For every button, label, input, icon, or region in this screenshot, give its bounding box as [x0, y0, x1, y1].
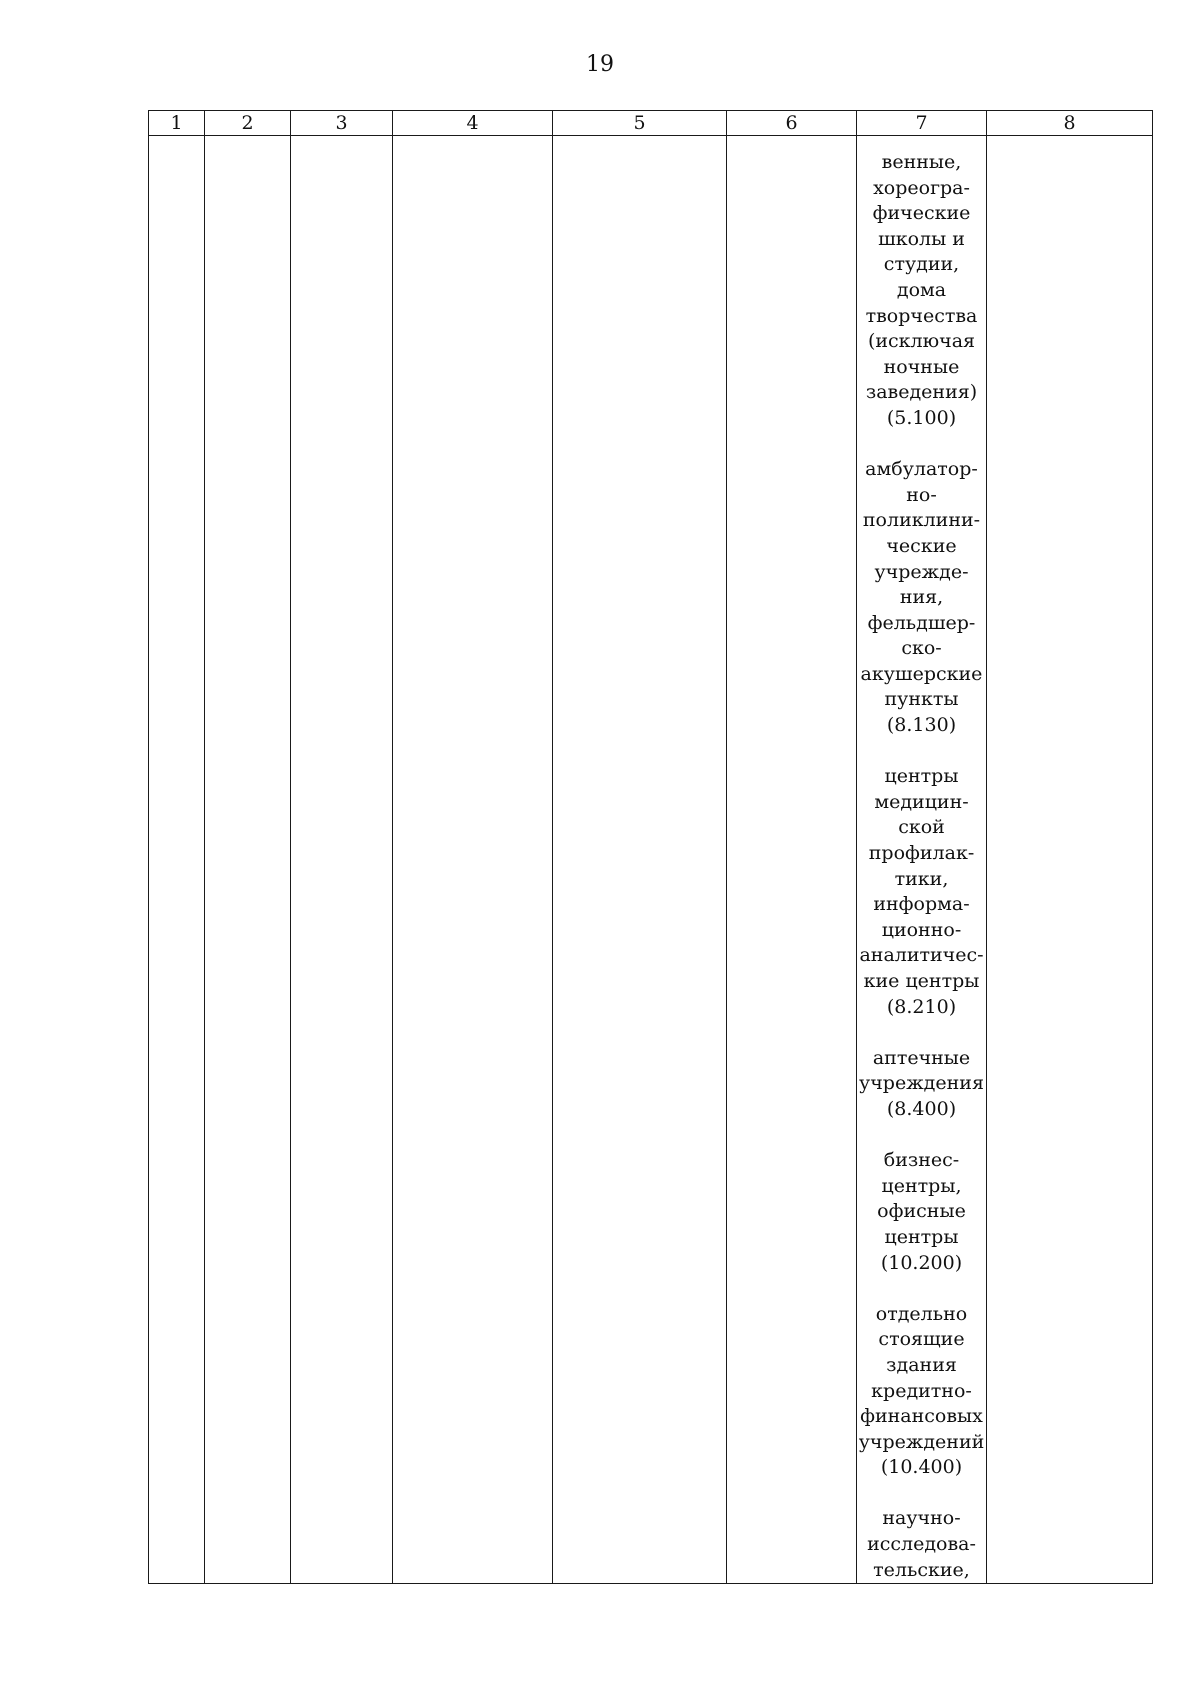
entry-text-line: центры,	[881, 1174, 962, 1197]
entry-text-line: учреждения	[859, 1072, 984, 1095]
entry-text-line: дома	[896, 278, 947, 301]
entry-text-line: (исключая	[867, 330, 976, 353]
column-header-5: 5	[553, 111, 727, 136]
entry-text-line: кие центры	[863, 970, 980, 992]
column-header-4: 4	[393, 111, 553, 136]
entry-text-line: научно-	[882, 1507, 961, 1530]
table-cell-col-7	[857, 136, 987, 1584]
column-header-1: 1	[149, 111, 205, 136]
entry-text-line: ционно-	[881, 918, 962, 941]
entry-text-line: (10.200)	[880, 1251, 963, 1274]
entry-text-line: тельские,	[873, 1558, 970, 1581]
entry-text-line: амбулатор-	[865, 458, 978, 481]
entry-text-line: ской	[898, 816, 945, 839]
object-type-entry	[857, 1302, 986, 1481]
entry-text-line: заведения)	[865, 381, 978, 404]
entry-text-line: исследова-	[867, 1533, 976, 1556]
table-cell-col-1	[149, 136, 205, 1584]
entry-text-line: (8.400)	[886, 1097, 957, 1120]
entry-text-line: бизнес-	[883, 1149, 960, 1172]
entry-text-line: но-	[906, 483, 937, 506]
page-number: 19	[586, 52, 614, 77]
entry-text-line: (10.400)	[880, 1456, 963, 1479]
entry-text-line: информа-	[873, 893, 970, 916]
document-table	[148, 110, 1153, 1584]
object-type-entry	[857, 764, 986, 1020]
table-cell-col-5	[553, 136, 727, 1584]
entry-text-line: (8.130)	[886, 714, 957, 737]
entry-text-line: здания	[886, 1353, 957, 1376]
entry-text-line: учрежде-	[874, 560, 969, 583]
entry-text-line: фельдшер-	[867, 611, 976, 634]
object-type-entry	[857, 457, 986, 739]
entry-text-line: творчества	[865, 304, 978, 327]
header-row	[149, 111, 1153, 136]
object-type-entry	[857, 1148, 986, 1276]
entry-text-line: (8.210)	[886, 995, 957, 1018]
object-type-entry	[857, 150, 986, 432]
entry-text-line: фические	[872, 202, 971, 225]
entry-text-line: финансовых	[860, 1405, 983, 1428]
table-row	[149, 136, 1153, 1584]
table-cell-col-6	[727, 136, 857, 1584]
object-type-entry	[857, 1046, 986, 1123]
entry-text-line: венные,	[881, 151, 962, 173]
entry-text-line: школы и	[878, 227, 965, 250]
entry-text-line: ческие	[886, 534, 957, 557]
object-type-entry	[857, 1506, 986, 1583]
column-header-2: 2	[205, 111, 291, 136]
entry-text-line: акушерские	[860, 662, 983, 685]
entry-text-line: ния,	[899, 586, 944, 609]
entry-text-line: ночные	[883, 355, 960, 378]
entry-text-line: стоящие	[878, 1328, 965, 1351]
entry-text-line: отдельно	[875, 1302, 968, 1325]
table-cell-col-8	[987, 136, 1153, 1584]
entry-text-line: поликлини-	[862, 509, 981, 532]
entry-text-line: (5.100)	[886, 406, 957, 429]
entry-text-line: центры	[884, 1225, 959, 1248]
column-header-7: 7	[857, 111, 987, 136]
column-header-8: 8	[987, 111, 1153, 136]
column-header-6: 6	[727, 111, 857, 136]
entry-text-line: аптечные	[872, 1046, 971, 1069]
entry-text-line: медицин-	[874, 790, 969, 813]
entry-text-line: ско-	[901, 637, 942, 660]
entry-text-line: тики,	[894, 867, 949, 890]
entry-text-line: профилак-	[868, 842, 975, 865]
entry-text-line: центры	[884, 765, 959, 788]
entry-text-line: пункты	[884, 688, 959, 711]
column-header-3: 3	[291, 111, 393, 136]
table-cell-col-3	[291, 136, 393, 1584]
table-cell-col-2	[205, 136, 291, 1584]
entry-text-line: кредитно-	[871, 1379, 972, 1402]
entry-text-line: хореогра-	[873, 176, 970, 199]
entry-text-line: аналитичес-	[859, 944, 984, 967]
entry-text-line: учреждений	[858, 1430, 985, 1453]
entry-text-line: офисные	[877, 1200, 966, 1223]
table-cell-col-4	[393, 136, 553, 1584]
entry-text-line: студии,	[883, 253, 960, 276]
